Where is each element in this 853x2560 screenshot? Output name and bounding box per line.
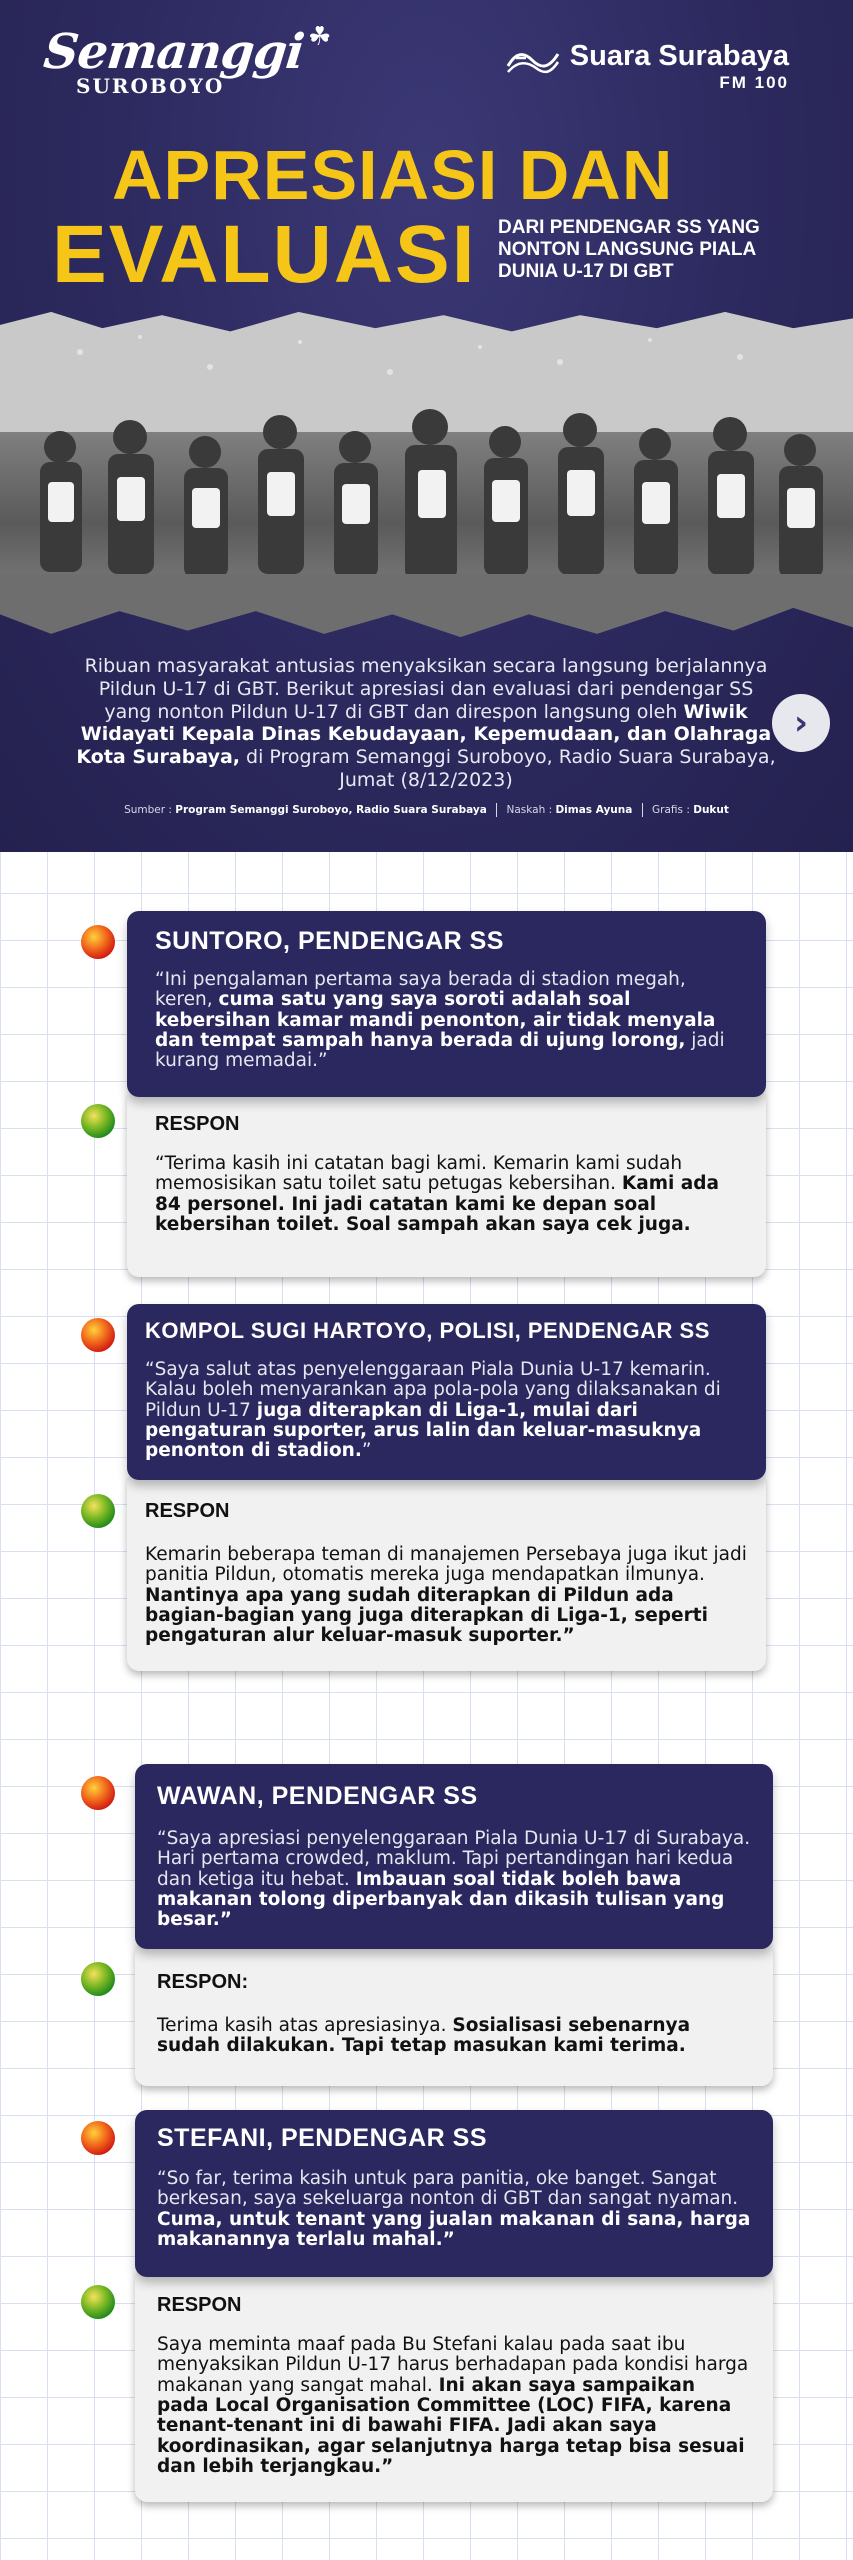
- title-line-2: EVALUASI: [52, 209, 477, 300]
- quote-card-kompol: [127, 1304, 766, 1480]
- speaker-name: KOMPOL SUGI HARTOYO, POLISI, PENDENGAR SS: [145, 1318, 710, 1343]
- writer-label: Naskah :: [506, 804, 556, 816]
- wave-logo-icon: [506, 46, 560, 76]
- station-frequency: FM 100: [719, 73, 789, 92]
- response-label: RESPON: [157, 2294, 242, 2316]
- graphic-label: Grafis :: [652, 804, 694, 816]
- writer-value: Dimas Ayuna: [555, 804, 633, 816]
- response-text: Saya meminta maaf pada Bu Stefani kalau pada saat ibu menyaksikan Pildun U-17 harus berhadapan pada kondisi harga makanan yang sangat mahal. Ini akan saya sampaikan pada Local Organisation Committee (LOC) FIFA, karena tenant-tenant ini di bawahi FIFA. Jadi akan saya koordinasikan, agar selanjutnya harga tetap bisa sesuai dan lebih terjangkau.”: [157, 2334, 749, 2478]
- intro-text-end: di Program Semanggi Suroboyo, Radio Suara Surabaya, Jumat (8/12/2023): [240, 746, 776, 791]
- logo-script-text: Semanggi: [41, 24, 307, 80]
- response-card-wawan: [135, 1941, 773, 2086]
- green-bullet-icon: [81, 2285, 115, 2319]
- intro-paragraph: [76, 655, 776, 792]
- quote-text: “So far, terima kasih untuk para panitia, oke banget. Sangat berkesan, saya sekeluarga nonton di GBT dan sangat nyaman. Cuma, untuk tenant yang jualan makanan di sana, harga makanannya terlalu mahal.”: [157, 2168, 751, 2251]
- response-card-stefani: [135, 2268, 773, 2502]
- photo-illustration: [0, 312, 853, 637]
- intro-text: Ribuan masyarakat antusias menyaksikan secara langsung berjalannya Pildun U-17 di GBT. Berikut apresiasi dan evaluasi dari pendengar SS yang nonton Pildun U-17 di GBT dan direspon langsung oleh: [84, 655, 768, 723]
- quote-text: “Ini pengalaman pertama saya berada di stadion megah, keren, cuma satu yang saya soroti adalah soal kebersihan kamar mandi penonton, air tidak menyala dan tempat sampah hanya berada di ujung lorong, jadi kurang memadai.”: [155, 969, 725, 1072]
- hero-header: [0, 0, 853, 852]
- response-text: Kemarin beberapa teman di manajemen Persebaya juga ikut jadi panitia Pildun, otomatis mereka juga mendapatkan ilmunya. Nantinya apa yang sudah diterapkan di Pildun ada bagian-bagian yang juga diterapkan di Liga-1, seperti pengaturan alur keluar-masuk suporter.”: [145, 1544, 747, 1647]
- quote-card-stefani: [135, 2110, 773, 2277]
- intro-highlight: Wiwik Widayati Kepala Dinas Kebudayaan, Kepemudaan, dan Olahraga Kota Surabaya,: [76, 700, 772, 769]
- red-bullet-icon: [81, 1776, 115, 1810]
- response-card-suntoro: [127, 1089, 766, 1277]
- red-bullet-icon: [81, 1318, 115, 1352]
- response-label: RESPON: [145, 1500, 230, 1522]
- response-label: RESPON: [155, 1113, 240, 1135]
- title-line-1: APRESIASI DAN: [112, 136, 674, 214]
- quote-text: “Saya salut atas penyelenggaraan Piala Dunia U-17 kemarin. Kalau boleh menyarankan apa pola-pola yang dilaksanakan di Pildun U-17 juga diterapkan di Liga-1, mulai dari pengaturan suporter, arus lalin dan keluar-masuknya penonton di stadion.”: [145, 1359, 721, 1462]
- credits-divider: [642, 803, 643, 817]
- response-card-kompol: [127, 1472, 766, 1671]
- green-bullet-icon: [81, 1494, 115, 1528]
- chevron-right-icon: ›: [793, 703, 808, 743]
- station-name: Suara Surabaya: [569, 40, 789, 72]
- title-subtitle: DARI PENDENGAR SS YANG NONTON LANGSUNG PIALA DUNIA U-17 DI GBT: [498, 217, 760, 282]
- quote-text: “Saya apresiasi penyelenggaraan Piala Dunia U-17 di Surabaya. Hari pertama crowded, maklum. Tapi pertandingan hari kedua dan ketiga itu hebat. Imbauan soal tidak boleh bawa makanan tolong diperbanyak dan dikasih tulisan yang besar.”: [157, 1828, 751, 1931]
- red-bullet-icon: [81, 925, 115, 959]
- red-bullet-icon: [81, 2121, 115, 2155]
- green-bullet-icon: [81, 1104, 115, 1138]
- credits-line: [0, 803, 853, 817]
- semanggi-suroboyo-logo: [41, 22, 332, 98]
- next-slide-button[interactable]: [772, 694, 830, 752]
- credits-divider: [496, 803, 497, 817]
- team-celebration-photo: [0, 312, 853, 637]
- source-value: Program Semanggi Suroboyo, Radio Suara Surabaya: [175, 804, 487, 816]
- graphic-value: Dukut: [693, 804, 729, 816]
- speaker-name: STEFANI, PENDENGAR SS: [157, 2124, 487, 2152]
- response-label: RESPON:: [157, 1971, 249, 1993]
- source-label: Sumber :: [124, 804, 176, 816]
- green-bullet-icon: [81, 1962, 115, 1996]
- suara-surabaya-logo: [570, 40, 789, 93]
- speaker-name: SUNTORO, PENDENGAR SS: [155, 927, 504, 955]
- response-text: “Terima kasih ini catatan bagi kami. Kemarin kami sudah memosisikan satu toilet satu petugas kebersihan. Kami ada 84 personel. Ini jadi catatan kami ke depan soal kebersihan toilet. Soal sampah akan saya cek juga.: [155, 1153, 719, 1236]
- quote-card-suntoro: [127, 911, 766, 1097]
- logo-sub-text: SUROBOYO: [76, 74, 225, 98]
- quote-card-wawan: [135, 1764, 773, 1949]
- speaker-name: WAWAN, PENDENGAR SS: [157, 1782, 478, 1810]
- response-text: Terima kasih atas apresiasinya. Sosialisasi sebenarnya sudah dilakukan. Tapi tetap masukan kami terima.: [157, 2015, 691, 2057]
- clover-icon: ☘: [308, 22, 332, 52]
